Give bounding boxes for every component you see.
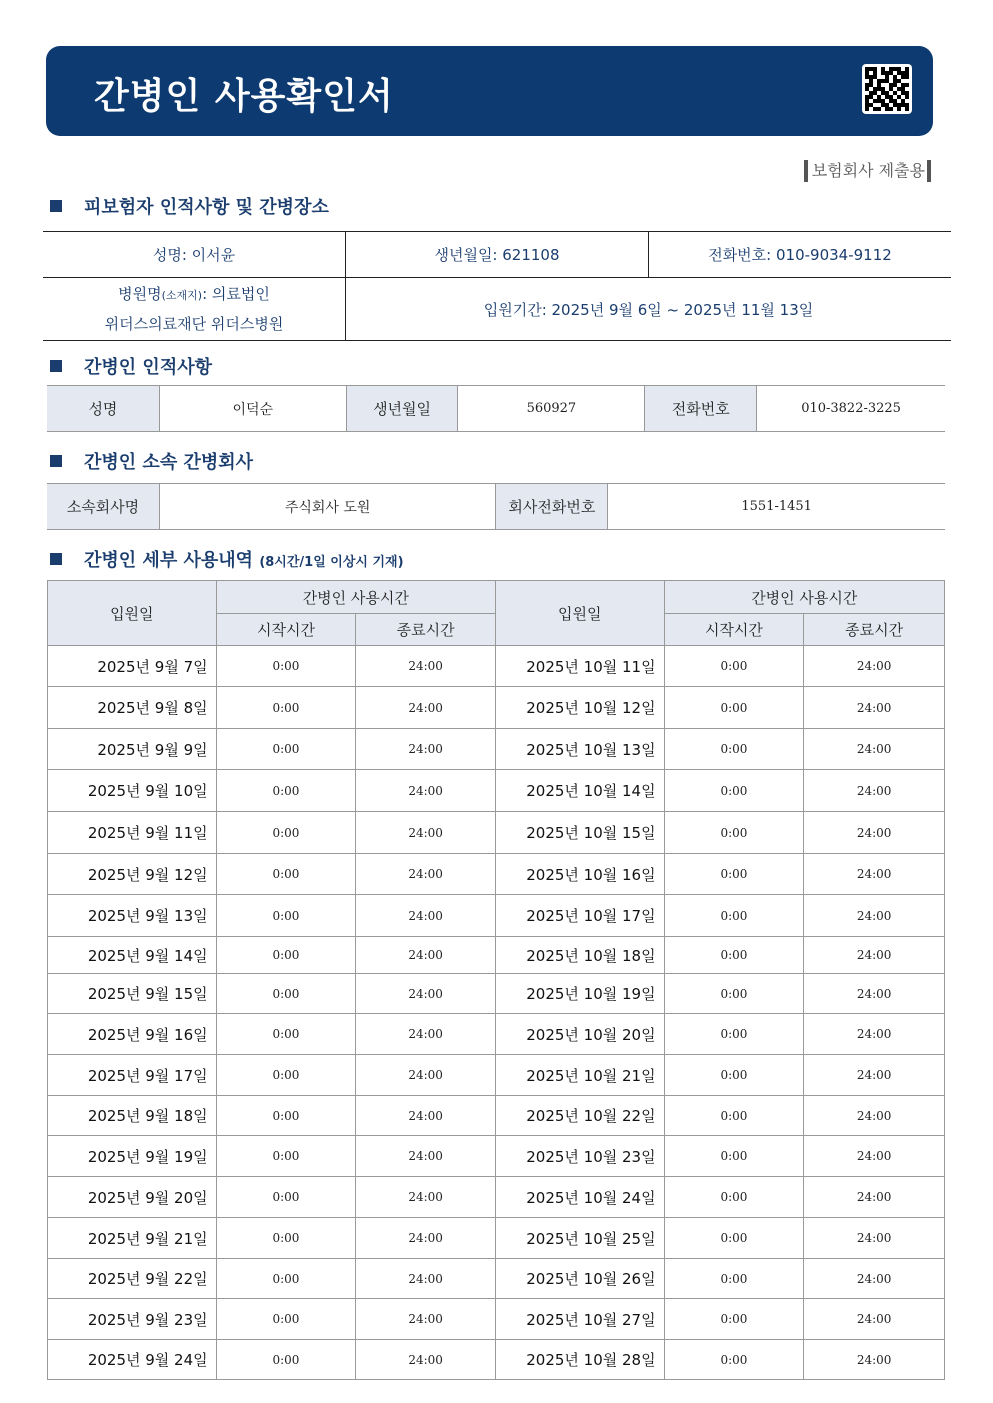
usage-end: 24:00	[356, 1136, 496, 1177]
usage-start: 0:00	[216, 1055, 356, 1096]
table-row	[48, 646, 945, 687]
usage-date: 2025년 9월 21일	[48, 1218, 217, 1259]
usage-end: 24:00	[804, 687, 945, 729]
usage-start: 0:00	[216, 1299, 356, 1340]
table-row	[48, 974, 945, 1014]
table-row	[48, 1055, 945, 1096]
usage-start: 0:00	[664, 1340, 804, 1380]
usage-end: 24:00	[804, 854, 945, 895]
usage-end: 24:00	[804, 729, 945, 770]
usage-date: 2025년 9월 20일	[48, 1177, 217, 1218]
usage-date: 2025년 9월 19일	[48, 1136, 217, 1177]
usage-date: 2025년 10월 13일	[495, 729, 664, 770]
usage-date: 2025년 9월 15일	[48, 974, 217, 1014]
usage-end: 24:00	[356, 1259, 496, 1299]
square-bullet-icon	[50, 553, 62, 565]
table-row	[48, 1340, 945, 1380]
usage-start: 0:00	[664, 729, 804, 770]
caregiver-name-label: 성명	[47, 386, 159, 432]
usage-date: 2025년 10월 21일	[495, 1055, 664, 1096]
table-row	[48, 937, 945, 974]
submit-note: 보험회사 제출용	[804, 160, 931, 182]
usage-start: 0:00	[664, 770, 804, 812]
usage-end: 24:00	[804, 895, 945, 937]
hospital-name: 병원명(소재지): 의료법인 위더스의료재단 위더스병원	[43, 278, 346, 341]
usage-end: 24:00	[804, 1259, 945, 1299]
usage-end: 24:00	[356, 1340, 496, 1380]
usage-date: 2025년 10월 25일	[495, 1218, 664, 1259]
usage-end: 24:00	[356, 646, 496, 687]
usage-start: 0:00	[664, 1055, 804, 1096]
table-row	[48, 1259, 945, 1299]
col-usage-time-right: 간병인 사용시간	[664, 581, 944, 614]
usage-end: 24:00	[356, 1055, 496, 1096]
section-company-info: 간병인 소속 간병회사	[50, 448, 253, 474]
usage-date: 2025년 10월 12일	[495, 687, 664, 729]
usage-end: 24:00	[356, 729, 496, 770]
table-row	[48, 1014, 945, 1055]
usage-date: 2025년 10월 27일	[495, 1299, 664, 1340]
usage-start: 0:00	[216, 1136, 356, 1177]
usage-end: 24:00	[804, 1218, 945, 1259]
usage-end: 24:00	[356, 1299, 496, 1340]
col-date-left: 입원일	[48, 581, 217, 646]
section-usage-detail: 간병인 세부 사용내역 (8시간/1일 이상시 기재)	[50, 546, 404, 572]
usage-start: 0:00	[664, 1014, 804, 1055]
qr-code-icon	[862, 64, 912, 114]
usage-date: 2025년 9월 17일	[48, 1055, 217, 1096]
usage-date: 2025년 10월 22일	[495, 1096, 664, 1136]
table-row	[48, 1096, 945, 1136]
usage-start: 0:00	[216, 1177, 356, 1218]
usage-date: 2025년 9월 13일	[48, 895, 217, 937]
usage-start: 0:00	[664, 646, 804, 687]
usage-end: 24:00	[356, 687, 496, 729]
usage-date: 2025년 9월 7일	[48, 646, 217, 687]
usage-date: 2025년 10월 14일	[495, 770, 664, 812]
usage-start: 0:00	[216, 729, 356, 770]
usage-date: 2025년 10월 28일	[495, 1340, 664, 1380]
usage-start: 0:00	[664, 974, 804, 1014]
caregiver-table	[47, 385, 945, 432]
usage-start: 0:00	[216, 1014, 356, 1055]
usage-date: 2025년 9월 11일	[48, 812, 217, 854]
insured-table	[43, 231, 951, 341]
usage-date: 2025년 10월 17일	[495, 895, 664, 937]
table-row	[48, 1136, 945, 1177]
usage-date: 2025년 10월 15일	[495, 812, 664, 854]
usage-date: 2025년 10월 20일	[495, 1014, 664, 1055]
caregiver-phone-label: 전화번호	[645, 386, 757, 432]
usage-end: 24:00	[356, 937, 496, 974]
usage-start: 0:00	[216, 1218, 356, 1259]
usage-end: 24:00	[804, 937, 945, 974]
insured-name: 성명: 이서윤	[43, 232, 346, 278]
section-insured-info: 피보험자 인적사항 및 간병장소	[50, 193, 329, 219]
usage-start: 0:00	[216, 687, 356, 729]
usage-end: 24:00	[356, 895, 496, 937]
admission-period: 입원기간: 2025년 9월 6일 ~ 2025년 11월 13일	[346, 278, 952, 341]
insured-phone: 전화번호: 010-9034-9112	[649, 232, 952, 278]
usage-end: 24:00	[804, 1014, 945, 1055]
usage-table	[47, 580, 945, 1380]
usage-end: 24:00	[356, 854, 496, 895]
usage-start: 0:00	[664, 1299, 804, 1340]
table-row	[48, 770, 945, 812]
usage-date: 2025년 10월 24일	[495, 1177, 664, 1218]
caregiver-birth: 560927	[458, 386, 645, 432]
table-row	[48, 687, 945, 729]
usage-start: 0:00	[664, 1177, 804, 1218]
company-name-label: 소속회사명	[47, 484, 159, 530]
col-end-left: 종료시간	[356, 614, 496, 646]
square-bullet-icon	[50, 455, 62, 467]
usage-end: 24:00	[356, 974, 496, 1014]
usage-date: 2025년 9월 10일	[48, 770, 217, 812]
usage-start: 0:00	[664, 937, 804, 974]
usage-date: 2025년 9월 9일	[48, 729, 217, 770]
usage-start: 0:00	[216, 1259, 356, 1299]
usage-date: 2025년 9월 23일	[48, 1299, 217, 1340]
usage-date: 2025년 10월 18일	[495, 937, 664, 974]
usage-end: 24:00	[356, 1177, 496, 1218]
usage-end: 24:00	[804, 1096, 945, 1136]
usage-date: 2025년 9월 8일	[48, 687, 217, 729]
table-row	[48, 895, 945, 937]
usage-start: 0:00	[216, 1340, 356, 1380]
caregiver-birth-label: 생년월일	[346, 386, 458, 432]
usage-start: 0:00	[664, 1096, 804, 1136]
col-end-right: 종료시간	[804, 614, 945, 646]
usage-end: 24:00	[804, 646, 945, 687]
usage-date: 2025년 10월 23일	[495, 1136, 664, 1177]
usage-end: 24:00	[804, 1055, 945, 1096]
usage-start: 0:00	[216, 937, 356, 974]
usage-start: 0:00	[664, 812, 804, 854]
usage-start: 0:00	[216, 854, 356, 895]
col-usage-time-left: 간병인 사용시간	[216, 581, 495, 614]
usage-start: 0:00	[664, 1259, 804, 1299]
square-bullet-icon	[50, 360, 62, 372]
square-bullet-icon	[50, 200, 62, 212]
company-phone: 1551-1451	[608, 484, 945, 530]
table-row	[48, 1177, 945, 1218]
usage-start: 0:00	[216, 974, 356, 1014]
usage-start: 0:00	[216, 770, 356, 812]
usage-date: 2025년 9월 14일	[48, 937, 217, 974]
usage-date: 2025년 10월 11일	[495, 646, 664, 687]
usage-end: 24:00	[356, 1218, 496, 1259]
usage-date: 2025년 9월 22일	[48, 1259, 217, 1299]
usage-start: 0:00	[664, 1218, 804, 1259]
usage-date: 2025년 9월 18일	[48, 1096, 217, 1136]
col-date-right: 입원일	[495, 581, 664, 646]
usage-date: 2025년 10월 26일	[495, 1259, 664, 1299]
col-start-right: 시작시간	[664, 614, 804, 646]
usage-date: 2025년 9월 24일	[48, 1340, 217, 1380]
company-table	[47, 483, 945, 530]
usage-end: 24:00	[804, 1177, 945, 1218]
usage-start: 0:00	[664, 895, 804, 937]
insured-birth: 생년월일: 621108	[346, 232, 649, 278]
table-row	[48, 812, 945, 854]
document-header	[46, 46, 933, 136]
usage-end: 24:00	[356, 1096, 496, 1136]
document-title: 간병인 사용확인서	[94, 76, 394, 117]
usage-start: 0:00	[664, 854, 804, 895]
table-row	[48, 729, 945, 770]
usage-date: 2025년 9월 12일	[48, 854, 217, 895]
usage-start: 0:00	[216, 646, 356, 687]
caregiver-name: 이덕순	[159, 386, 346, 432]
usage-start: 0:00	[216, 812, 356, 854]
usage-date: 2025년 10월 16일	[495, 854, 664, 895]
usage-end: 24:00	[356, 1014, 496, 1055]
usage-date: 2025년 10월 19일	[495, 974, 664, 1014]
usage-date: 2025년 9월 16일	[48, 1014, 217, 1055]
usage-end: 24:00	[804, 974, 945, 1014]
usage-start: 0:00	[664, 687, 804, 729]
company-name: 주식회사 도원	[159, 484, 496, 530]
table-row	[48, 854, 945, 895]
table-row	[48, 1218, 945, 1259]
col-start-left: 시작시간	[216, 614, 356, 646]
usage-start: 0:00	[216, 1096, 356, 1136]
usage-start: 0:00	[664, 1136, 804, 1177]
usage-end: 24:00	[804, 1299, 945, 1340]
usage-end: 24:00	[804, 812, 945, 854]
usage-end: 24:00	[356, 770, 496, 812]
usage-end: 24:00	[804, 1340, 945, 1380]
section-caregiver-info: 간병인 인적사항	[50, 353, 212, 379]
usage-end: 24:00	[804, 770, 945, 812]
caregiver-phone: 010-3822-3225	[757, 386, 945, 432]
usage-end: 24:00	[356, 812, 496, 854]
usage-start: 0:00	[216, 895, 356, 937]
usage-end: 24:00	[804, 1136, 945, 1177]
table-row	[48, 1299, 945, 1340]
company-phone-label: 회사전화번호	[496, 484, 608, 530]
